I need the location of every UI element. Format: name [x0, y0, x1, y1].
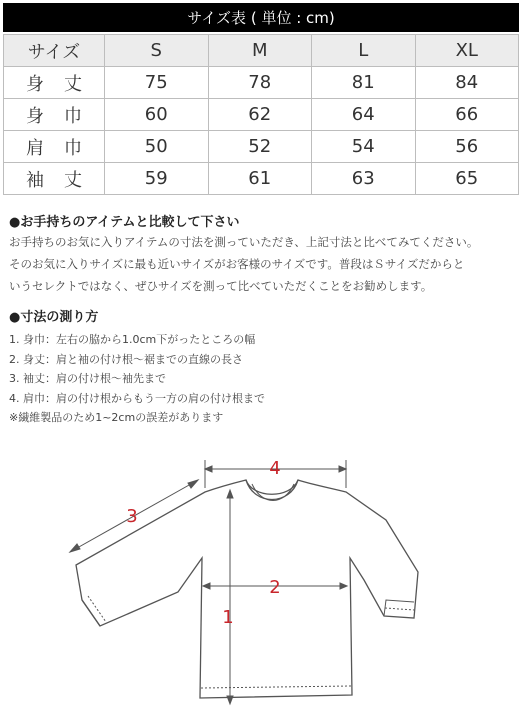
label-3: 3: [126, 506, 138, 527]
header-cell-m: M: [208, 35, 312, 67]
table-cell: 66: [415, 99, 519, 131]
table-cell: 54: [312, 131, 416, 163]
table-row: [4, 163, 519, 195]
header-cell-xl: XL: [415, 35, 519, 67]
compare-line: そのお気に入りサイズに最も近いサイズがお客様のサイズです。普段はＳサイズだからと: [9, 257, 465, 271]
table-cell: 52: [208, 131, 312, 163]
measure-line-1: [227, 490, 233, 704]
table-cell: 62: [208, 99, 312, 131]
table-row: [4, 67, 519, 99]
header-cell-l: L: [312, 35, 416, 67]
compare-paragraph: [9, 231, 517, 297]
header-cell-s: S: [105, 35, 209, 67]
table-cell: 65: [415, 163, 519, 195]
table-cell: 50: [105, 131, 209, 163]
table-cell: 75: [105, 67, 209, 99]
row-label: 身 丈: [4, 67, 105, 99]
table-cell: 81: [312, 67, 416, 99]
shirt-diagram: [0, 440, 522, 718]
list-item: 3. 袖丈：肩の付け根～袖先まで: [9, 372, 166, 385]
compare-line: いうセレクトではなく、ぜひサイズを測って比べていただくことをお勧めします。: [9, 279, 433, 293]
table-cell: 64: [312, 99, 416, 131]
table-cell: 56: [415, 131, 519, 163]
table-row: [4, 131, 519, 163]
header-cell-size: サイズ: [4, 35, 105, 67]
table-cell: 78: [208, 67, 312, 99]
row-label: 肩 巾: [4, 131, 105, 163]
table-cell: 84: [415, 67, 519, 99]
size-table-header: [4, 35, 519, 67]
label-1: 1: [222, 607, 234, 628]
table-cell: 61: [208, 163, 312, 195]
compare-heading: ●お手持ちのアイテムと比較して下さい: [9, 215, 240, 230]
table-cell: 60: [105, 99, 209, 131]
measure-list: [9, 330, 265, 428]
table-row: [4, 99, 519, 131]
table-cell: 63: [312, 163, 416, 195]
list-item: 4. 肩巾：肩の付け根からもう一方の肩の付け根まで: [9, 391, 265, 405]
compare-line: お手持ちのお気に入りアイテムの寸法を測っていただき、上記寸法と比べてみてください。: [9, 235, 479, 249]
label-2: 2: [269, 577, 281, 598]
list-item: ※繊維製品のため1~2cmの誤差があります: [9, 411, 224, 424]
size-table: [3, 34, 519, 195]
list-item: 1. 身巾：左右の脇から1.0cm下がったところの幅: [9, 333, 256, 346]
row-label: 袖 丈: [4, 163, 105, 195]
table-cell: 59: [105, 163, 209, 195]
list-item: 2. 身丈：肩と袖の付け根～裾までの直線の長さ: [9, 352, 243, 366]
label-4: 4: [269, 458, 281, 479]
row-label: 身 巾: [4, 99, 105, 131]
size-chart-title: サイズ表 ( 単位 : cm): [3, 3, 519, 32]
measure-heading: ●寸法の測り方: [9, 310, 99, 325]
